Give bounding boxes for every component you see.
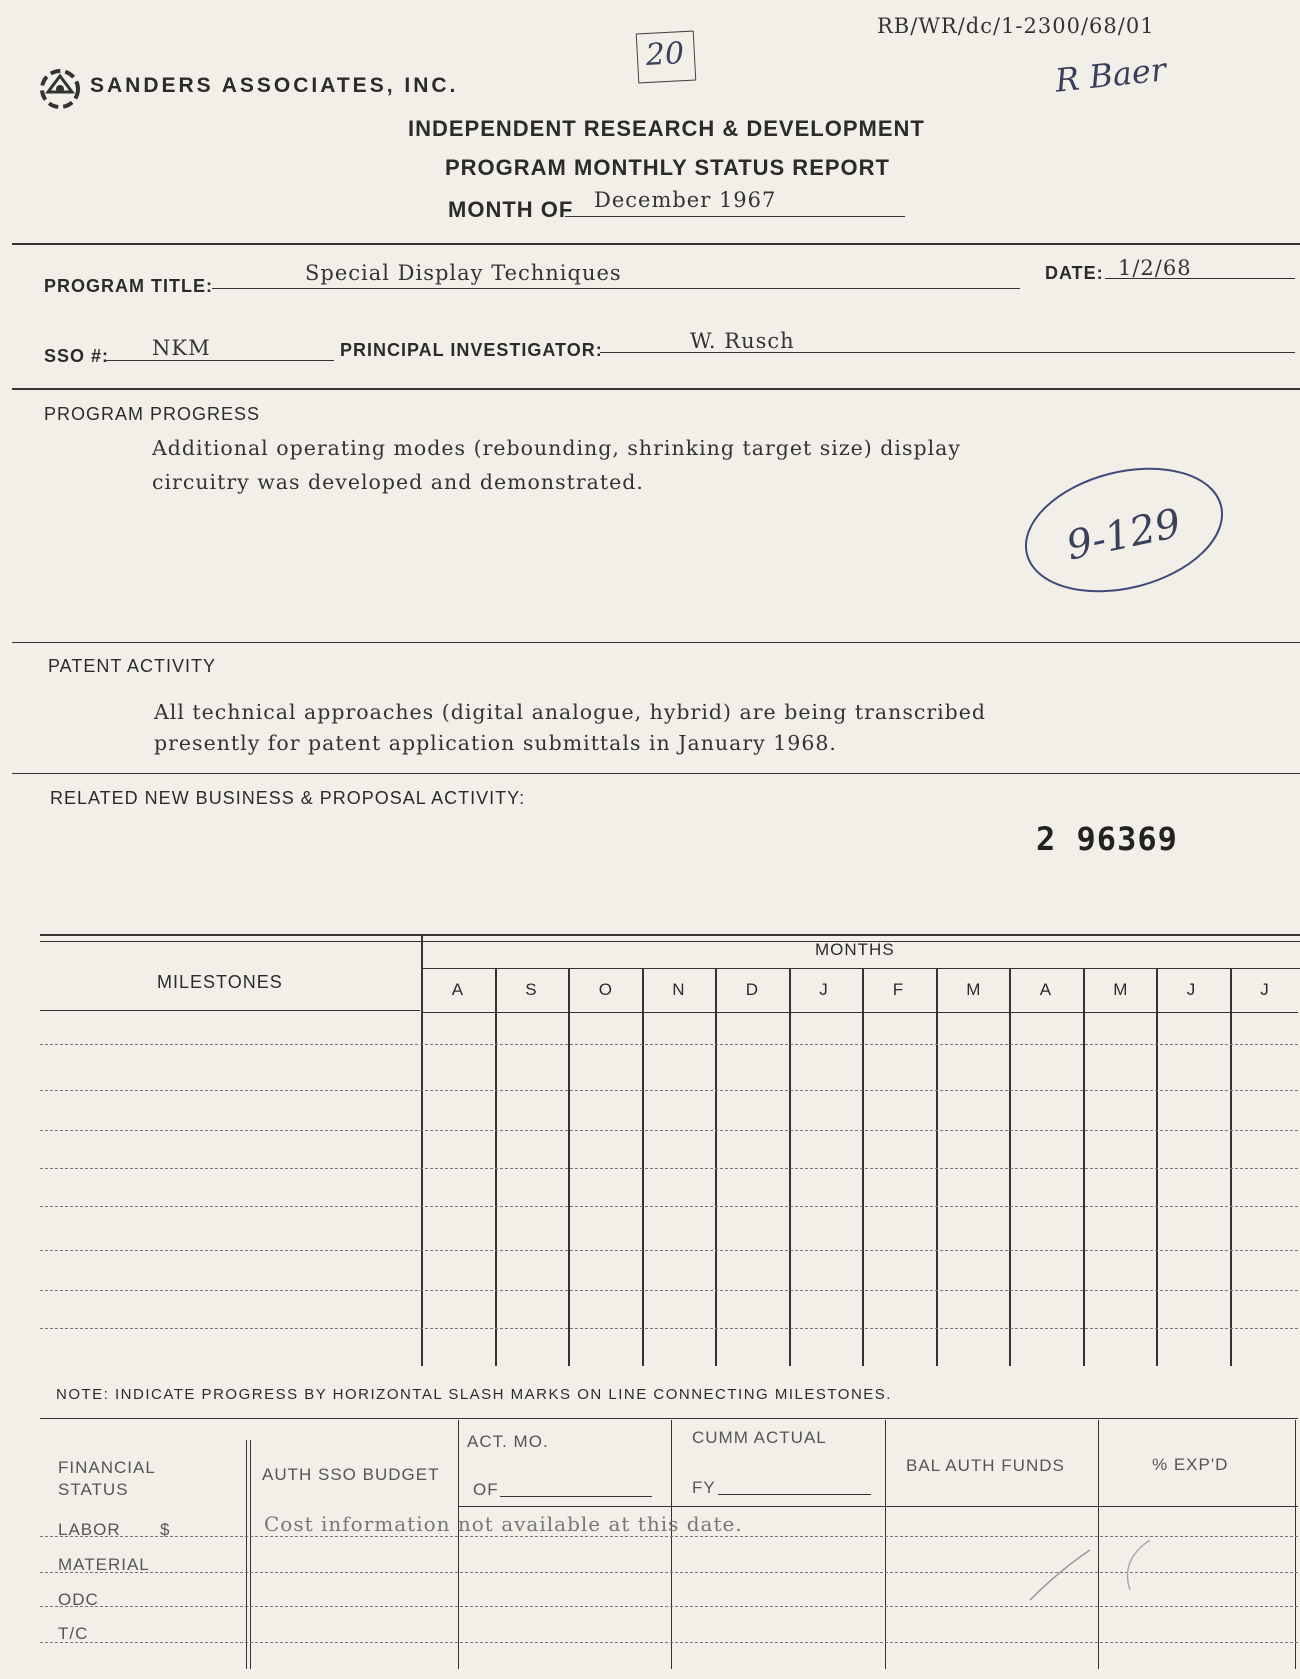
month-label: J xyxy=(1186,980,1197,999)
month-label: O xyxy=(598,980,613,999)
month-column-line xyxy=(1009,968,1011,1366)
financial-top-border xyxy=(40,1418,1298,1419)
cumm-fy-underline xyxy=(718,1494,871,1495)
date-value: 1/2/68 xyxy=(1118,256,1192,280)
month-underline xyxy=(565,216,905,217)
col-cumm-2: FY xyxy=(692,1478,716,1497)
report-title-1: INDEPENDENT RESEARCH & DEVELOPMENT xyxy=(408,116,925,141)
milestone-row-line xyxy=(40,1206,1298,1207)
month-value: December 1967 xyxy=(594,188,777,212)
milestone-row-line xyxy=(40,1168,1298,1169)
month-column-line xyxy=(715,968,717,1366)
document-number: 2 96369 xyxy=(1036,820,1178,858)
month-column-line xyxy=(1083,968,1085,1366)
col-pct: % EXP'D xyxy=(1152,1455,1229,1474)
col-act-1: ACT. MO. xyxy=(467,1432,549,1451)
fin-col-6 xyxy=(1295,1420,1296,1669)
date-underline xyxy=(1105,278,1295,279)
fin-row-line-4 xyxy=(40,1642,1298,1643)
month-column-line xyxy=(862,968,864,1366)
row-material: MATERIAL xyxy=(58,1555,150,1574)
row-tc: T/C xyxy=(58,1624,89,1643)
month-label: N xyxy=(672,980,686,999)
patent-line-1: All technical approaches (digital analogue, hybrid) are being transcribed xyxy=(154,700,987,724)
company-name: SANDERS ASSOCIATES, INC. xyxy=(90,74,459,97)
fin-col-1b xyxy=(250,1440,251,1669)
month-column-line xyxy=(936,968,938,1366)
month-label: S xyxy=(525,980,538,999)
month-column-line xyxy=(1230,968,1232,1366)
fin-header-line xyxy=(458,1506,1298,1507)
program-title-underline xyxy=(212,288,1020,289)
fin-col-3 xyxy=(671,1420,672,1669)
months-heading: MONTHS xyxy=(815,940,895,959)
row-odc: ODC xyxy=(58,1590,99,1609)
pi-underline xyxy=(600,352,1295,353)
month-label: MONTH OF xyxy=(448,197,574,222)
month-label: F xyxy=(892,980,905,999)
company-logo-icon xyxy=(34,64,86,114)
sso-label: SSO #: xyxy=(44,346,110,366)
progress-divider xyxy=(12,642,1300,643)
month-label: J xyxy=(1260,980,1270,999)
row-labor: LABOR xyxy=(58,1520,121,1539)
month-label: M xyxy=(1113,980,1129,999)
circled-note: 9-129 xyxy=(1062,500,1185,570)
patent-line-2: presently for patent application submittals in January 1968. xyxy=(154,731,837,755)
date-label: DATE: xyxy=(1045,263,1104,283)
col-cumm-1: CUMM ACTUAL xyxy=(692,1428,827,1447)
page-number: 20 xyxy=(644,36,685,74)
milestone-row-line xyxy=(40,1130,1298,1131)
milestone-row-line xyxy=(40,1250,1298,1251)
milestones-heading: MILESTONES xyxy=(157,972,283,992)
file-code: RB/WR/dc/1-2300/68/01 xyxy=(877,14,1155,38)
signature: R Baer xyxy=(1053,50,1168,100)
milestone-header-bottom xyxy=(421,1012,1298,1013)
milestone-row-line xyxy=(40,1044,1298,1045)
program-title-value: Special Display Techniques xyxy=(305,261,622,285)
month-label: D xyxy=(745,980,760,999)
month-label: A xyxy=(1039,980,1053,999)
milestone-row-line xyxy=(40,1090,1298,1091)
col-bal: BAL AUTH FUNDS xyxy=(906,1456,1065,1475)
month-label: J xyxy=(819,980,829,999)
pi-label: PRINCIPAL INVESTIGATOR: xyxy=(340,340,603,360)
milestone-row-line xyxy=(40,1328,1298,1329)
month-column-line xyxy=(568,968,570,1366)
month-column-line xyxy=(642,968,644,1366)
month-label: M xyxy=(966,980,982,999)
milestone-top-border xyxy=(40,934,1300,936)
fin-col-4 xyxy=(885,1420,886,1669)
financial-label-1: FINANCIAL xyxy=(58,1458,156,1477)
month-column-line xyxy=(789,968,791,1366)
page-number-box xyxy=(636,31,697,84)
program-divider xyxy=(12,388,1300,390)
new-business-heading: RELATED NEW BUSINESS & PROPOSAL ACTIVITY: xyxy=(50,788,526,808)
progress-heading: PROGRAM PROGRESS xyxy=(44,404,261,424)
financial-label-2: STATUS xyxy=(58,1480,129,1499)
pencil-mark xyxy=(1020,1530,1180,1610)
milestone-divider xyxy=(421,934,423,1366)
patent-divider xyxy=(12,773,1300,774)
sso-underline xyxy=(104,360,334,361)
report-title-2: PROGRAM MONTHLY STATUS REPORT xyxy=(445,155,890,180)
milestone-row-line xyxy=(40,1290,1298,1291)
patent-heading: PATENT ACTIVITY xyxy=(48,656,217,676)
fin-col-1 xyxy=(246,1440,247,1669)
milestone-top-border-2 xyxy=(40,941,1300,942)
progress-line-1: Additional operating modes (rebounding, shrinking target size) display xyxy=(152,436,961,460)
month-label: A xyxy=(451,980,465,999)
act-of-underline xyxy=(500,1496,652,1497)
header-divider xyxy=(12,243,1300,245)
labor-currency: $ xyxy=(160,1520,171,1539)
col-budget: AUTH SSO BUDGET xyxy=(262,1465,440,1484)
milestone-note: NOTE: INDICATE PROGRESS BY HORIZONTAL SLASH MARKS ON LINE CONNECTING MILESTONES. xyxy=(56,1386,892,1403)
months-underline xyxy=(421,968,1300,969)
col-act-2: OF xyxy=(473,1480,499,1499)
month-column-line xyxy=(495,968,497,1366)
cost-note: Cost information not available at this date. xyxy=(264,1512,743,1536)
milestones-heading-underline xyxy=(40,1010,420,1011)
pi-value: W. Rusch xyxy=(690,329,795,353)
fin-col-2 xyxy=(458,1420,459,1669)
progress-line-2: circuitry was developed and demonstrated. xyxy=(152,470,644,494)
month-column-line xyxy=(1156,968,1158,1366)
program-title-label: PROGRAM TITLE: xyxy=(44,276,213,296)
sso-value: NKM xyxy=(152,336,211,360)
